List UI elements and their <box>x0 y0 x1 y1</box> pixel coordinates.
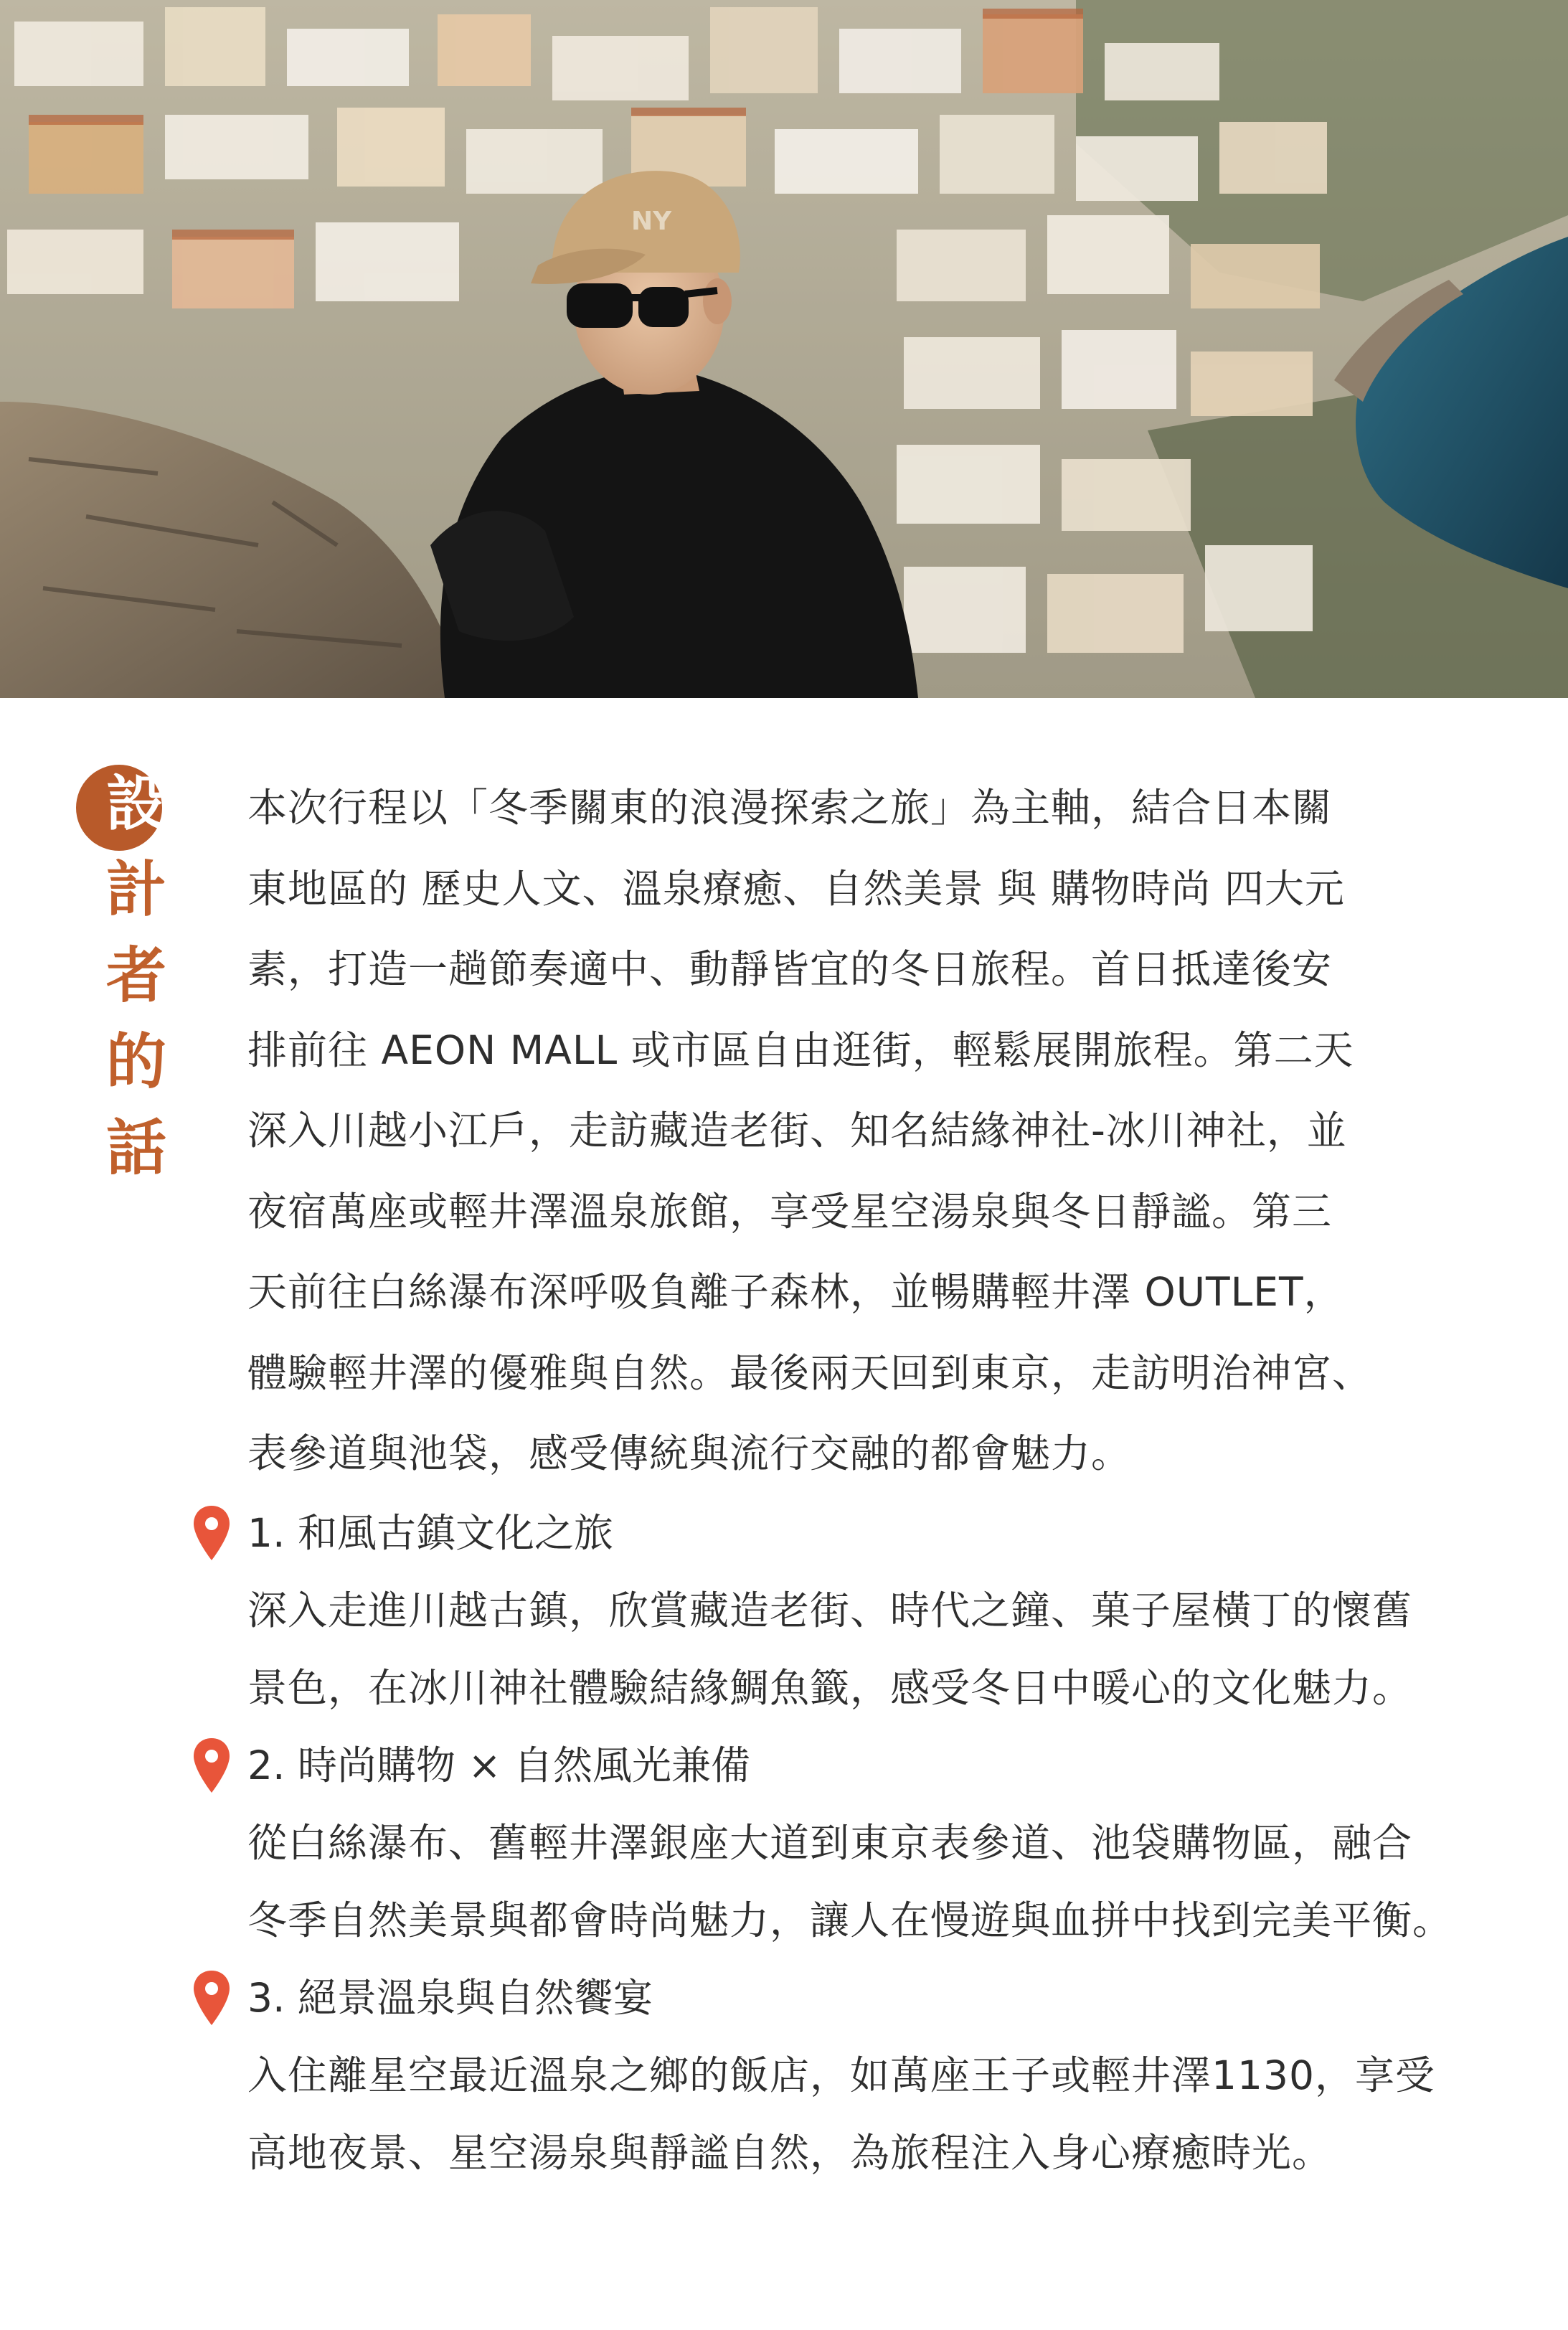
designer-note-content <box>247 768 1510 2192</box>
intro-paragraph <box>247 768 1510 1494</box>
highlight-point-2 <box>247 1727 1510 1959</box>
intro-line: 夜宿萬座或輕井澤溫泉旅館，享受星空湯泉與冬日靜謐。第三 <box>247 1188 1333 1235</box>
intro-line: 素，打造一趟節奏適中、動靜皆宜的冬日旅程。首日抵達後安 <box>247 946 1333 992</box>
svg-text:NY: NY <box>631 207 672 236</box>
map-pin-icon <box>192 1737 232 1794</box>
intro-line: 東地區的 歷史人文、溫泉療癒、自然美景 與 購物時尚 四大元 <box>247 865 1345 912</box>
highlight-heading-text: 1. 和風古鎮文化之旅 <box>247 1509 613 1556</box>
highlight-line: 深入走進川越古鎮，欣賞藏造老街、時代之鐘、菓子屋橫丁的懷舊 <box>247 1587 1413 1633</box>
intro-line: 表參道與池袋，感受傳統與流行交融的都會魅力。 <box>247 1430 1132 1476</box>
title-char: 話 <box>105 1113 166 1183</box>
highlight-point-3 <box>247 1959 1510 2192</box>
highlight-line: 從白絲瀑布、舊輕井澤銀座大道到東京表參道、池袋購物區，融合 <box>247 1819 1413 1866</box>
title-char: 者 <box>105 940 166 1011</box>
map-pin-icon <box>192 1504 232 1562</box>
highlight-line: 冬季自然美景與都會時尚魅力，讓人在慢遊與血拼中找到完美平衡。 <box>247 1897 1453 1943</box>
highlight-body <box>247 2037 1510 2192</box>
highlight-line: 高地夜景、星空湯泉與靜謐自然，為旅程注入身心療癒時光。 <box>247 2129 1333 2176</box>
highlight-heading-text: 2. 時尚購物 × 自然風光兼備 <box>247 1742 751 1788</box>
designer-note-title <box>86 760 186 1191</box>
highlight-heading-text: 3. 絕景溫泉與自然饗宴 <box>247 1974 653 2021</box>
intro-line: 本次行程以「冬季關東的浪漫探索之旅」為主軸，結合日本關 <box>247 785 1333 831</box>
title-char: 計 <box>105 854 166 925</box>
highlight-body <box>247 1572 1510 1727</box>
highlight-heading <box>247 1494 1510 1572</box>
hero-photo <box>0 0 1568 698</box>
intro-line: 天前往白絲瀑布深呼吸負離子森林，並暢購輕井澤 OUTLET， <box>247 1269 1344 1315</box>
map-pin-icon <box>192 1969 232 2027</box>
highlight-line: 入住離星空最近溫泉之鄉的飯店，如萬座王子或輕井澤1130，享受 <box>247 2052 1435 2098</box>
title-char: 的 <box>105 1027 166 1097</box>
title-char: 設 <box>105 768 166 839</box>
highlight-line: 景色，在冰川神社體驗結緣鯛魚籤，感受冬日中暖心的文化魅力。 <box>247 1664 1413 1711</box>
hero-photo-illustration <box>0 0 1568 698</box>
highlight-body <box>247 1804 1510 1959</box>
highlight-heading <box>247 1727 1510 1804</box>
title-first-char-wrap <box>86 760 186 846</box>
intro-line: 深入川越小江戶，走訪藏造老街、知名結緣神社-冰川神社，並 <box>247 1108 1347 1154</box>
highlight-heading <box>247 1959 1510 2037</box>
highlight-point-1 <box>247 1494 1510 1727</box>
intro-line: 體驗輕井澤的優雅與自然。最後兩天回到東京，走訪明治神宮、 <box>247 1349 1373 1396</box>
intro-line: 排前往 AEON MALL 或市區自由逛街，輕鬆展開旅程。第二天 <box>247 1027 1354 1073</box>
